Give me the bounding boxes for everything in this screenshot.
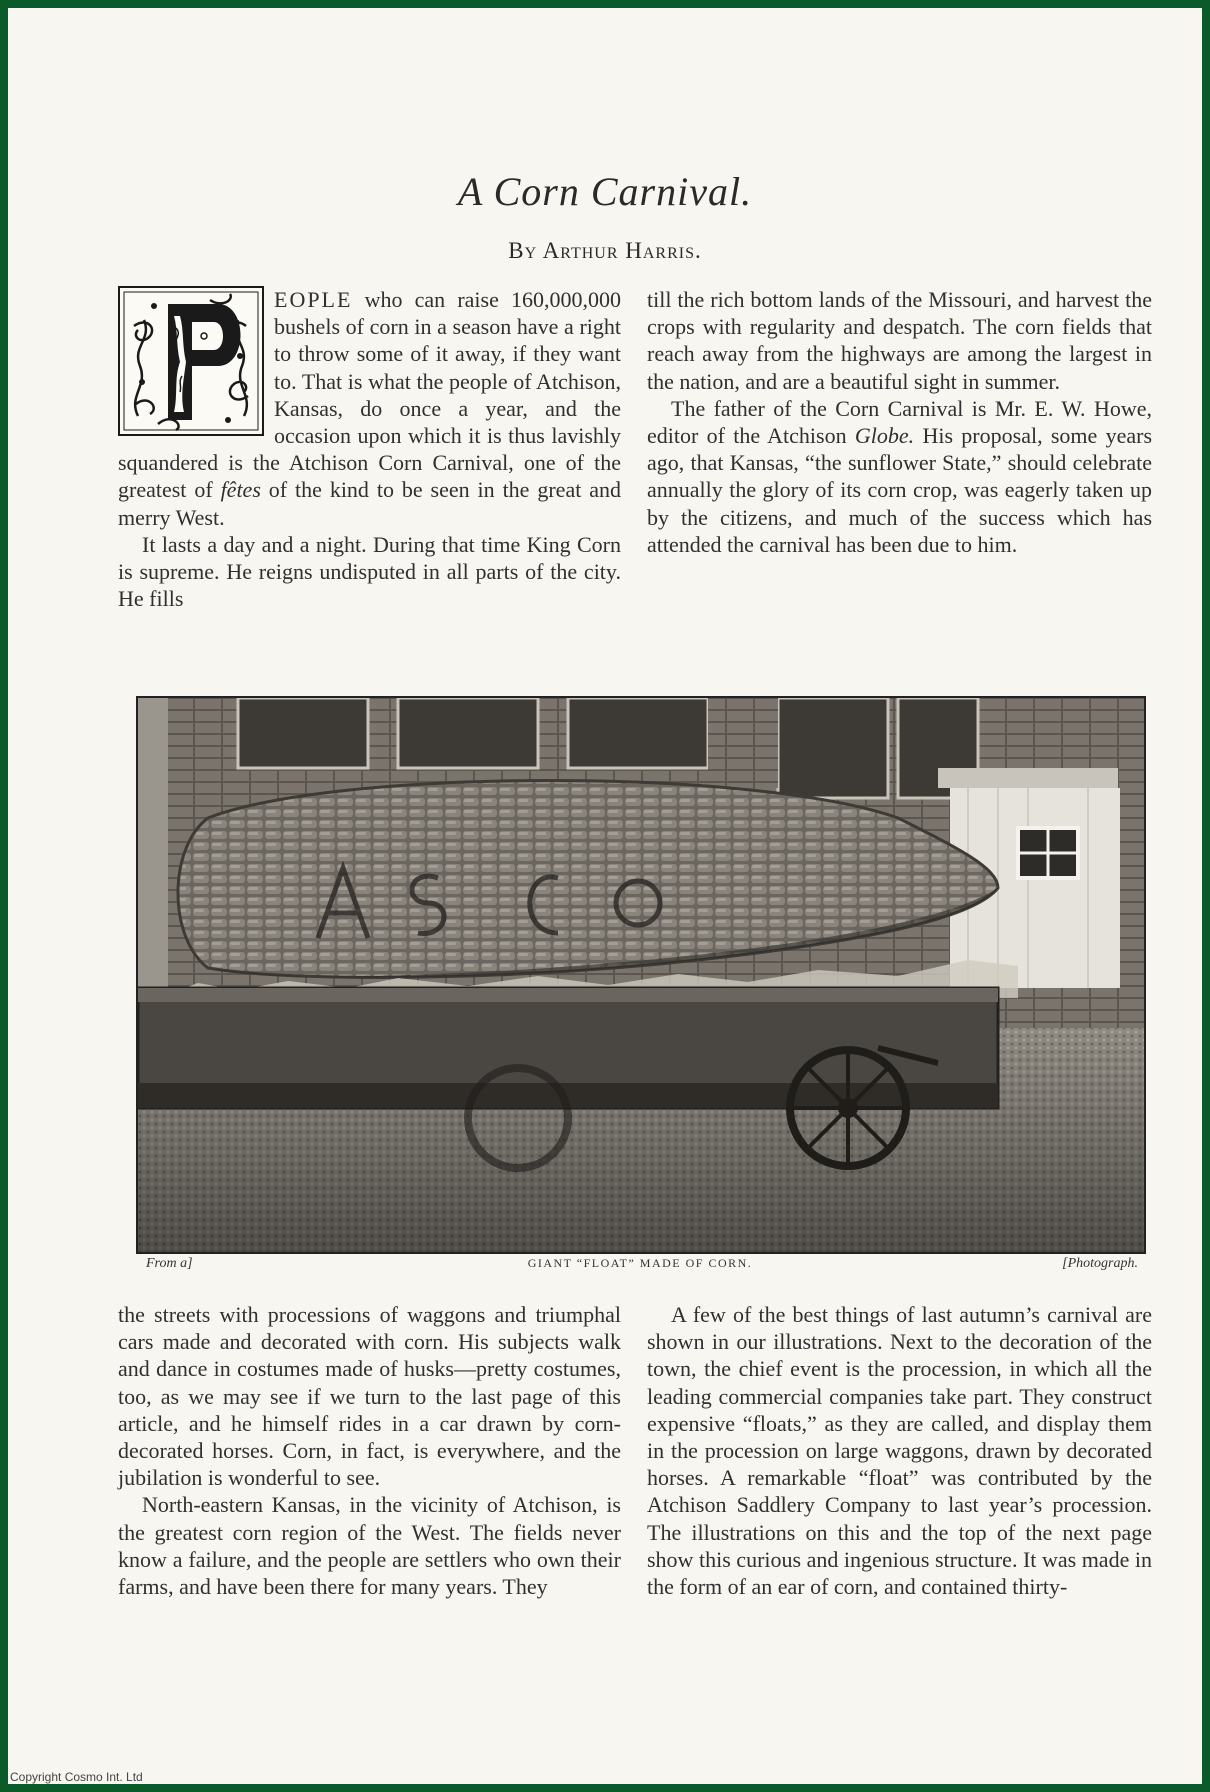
article-byline: By Arthur Harris. — [508, 238, 702, 263]
first-word-rest: EOPLE — [274, 287, 353, 312]
paragraph: It lasts a day and a night. During that time King Corn is supreme. He reigns undisputed in all parts of the city. He fills — [118, 531, 621, 612]
ornamental-dropcap — [118, 286, 264, 436]
column-2 — [647, 286, 1152, 558]
caption-right: [Photograph. — [1062, 1256, 1138, 1271]
caption-left: From a] — [146, 1256, 193, 1271]
article-title: A Corn Carnival. — [457, 169, 753, 214]
paragraph-text: of the kind to be seen in the great and merry West. — [118, 477, 621, 530]
paragraph-text: His proposal, some years ago, that Kansas, “the sunflower State,” should celebrate annually the glory of its corn crop, was eagerly taken up by the citizens, and much of the success which has attended the carnival has been due to him. — [647, 423, 1153, 557]
figure-caption — [138, 1256, 1142, 1278]
caption-center: GIANT “FLOAT” MADE OF CORN. — [527, 1256, 753, 1270]
copyright-notice: Copyright Cosmo Int. Ltd — [10, 1770, 143, 1784]
column-1 — [118, 286, 621, 612]
italic-text: Globe. — [854, 423, 915, 449]
paragraph: A few of the best things of last autumn’s carnival are shown in our illustrations. Next to the decoration of the town, the chief event is the procession, in which all the leading commercial companies take part. They construct expensive “floats,” as they are called, and display them in the procession on large waggons, drawn by decorated horses. A remarkable “float” was contributed by the Atchison Saddlery Company to last year’s procession. The illustrations on this and the top of the next page show this curious and ingenious structure. It was made in the form of an ear of corn, and contained thirty- — [647, 1302, 1152, 1600]
paragraph-text: who can raise 160,000,000 bushels of corn in a season have a right to throw some of it away, if they want to. That is what the people of Atchison, Kansas, do once a year, and the occasion upon which it is thus lavishly squandered is the Atchison Corn Carnival, one of the greatest of — [118, 287, 621, 503]
column-4 — [647, 1301, 1152, 1600]
paragraph-text: The father of the Corn Carnival is Mr. E. W. Howe, editor of the Atchison — [647, 395, 1152, 449]
magazine-page — [8, 8, 1202, 1784]
corn-float-photograph — [136, 696, 1146, 1254]
paragraph: till the rich bottom lands of the Missouri, and harvest the crops with regularity and despatch. The corn fields that reach away from the highways are among the largest in the nation, and are a beautiful sight in summer. — [647, 287, 1152, 394]
column-3 — [118, 1301, 621, 1600]
italic-text: fêtes — [220, 477, 261, 503]
paragraph: the streets with processions of waggons and triumphal cars made and decorated with corn. His subjects walk and dance in costumes made of husks—pretty costumes, too, as we may see if we turn to the last page of this article, and he himself rides in a car drawn by corn-decorated horses. Corn, in fact, is everywhere, and the jubilation is wonderful to see. — [118, 1302, 621, 1491]
paragraph: North-eastern Kansas, in the vicinity of Atchison, is the greatest corn region of the West. The fields never know a failure, and the people are settlers who own their farms, and have been there for many years. They — [118, 1492, 621, 1600]
